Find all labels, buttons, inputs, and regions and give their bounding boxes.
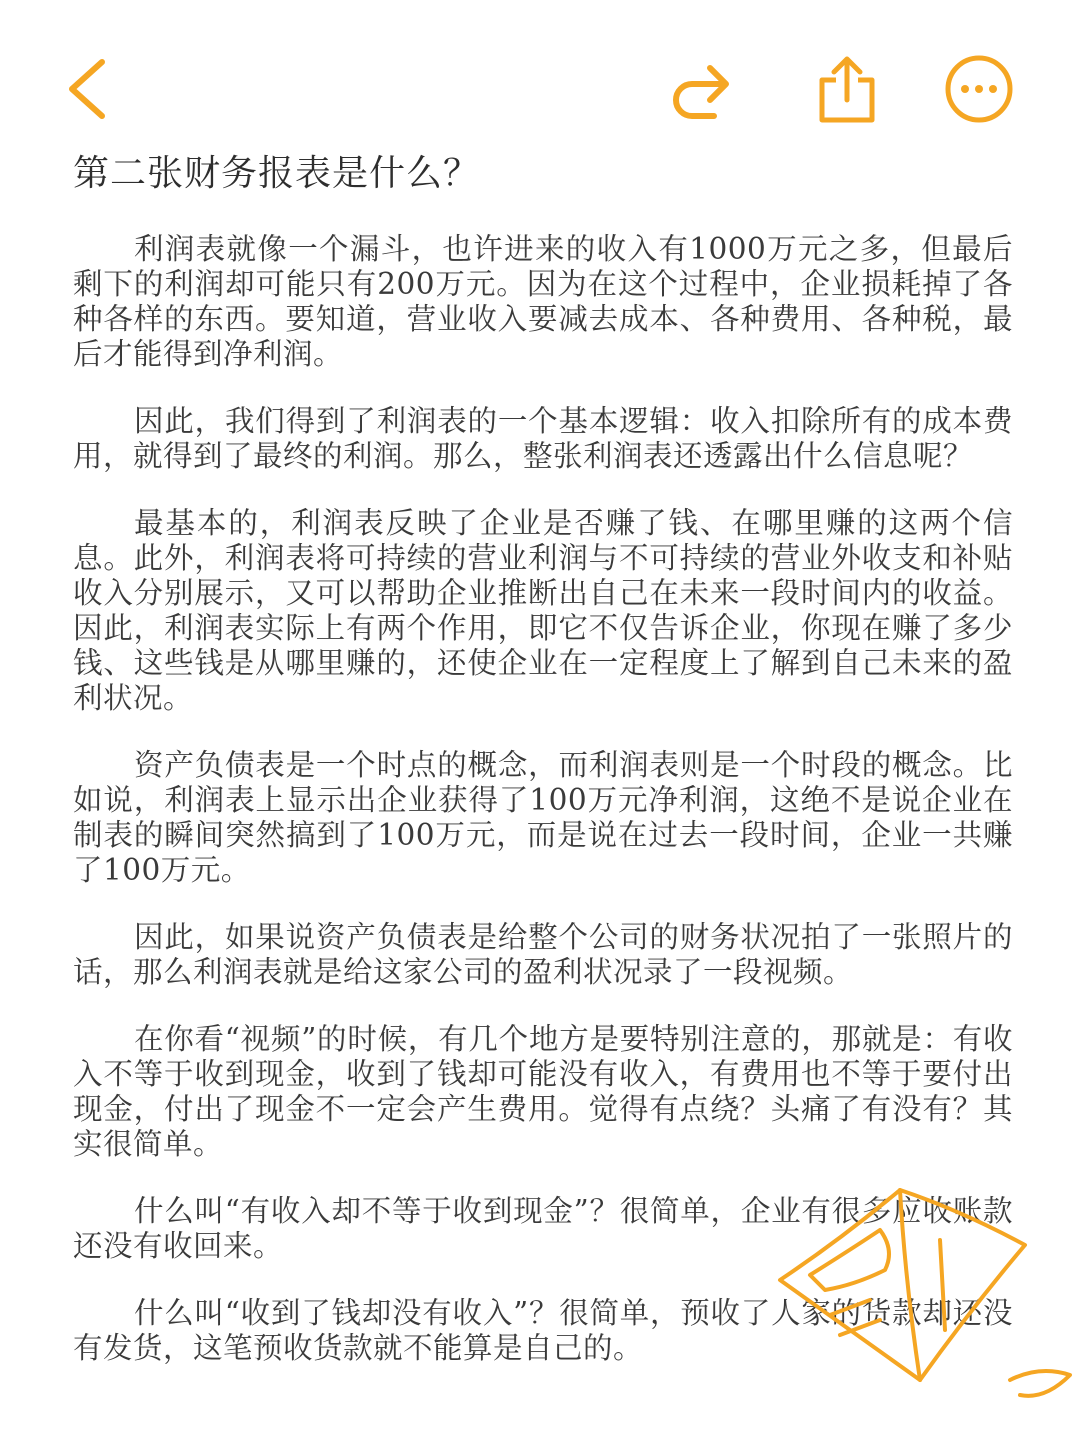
article-paragraph: 最基本的，利润表反映了企业是否赚了钱、在哪里赚的这两个信息。此外，利润表将可持续的营业利润与不可持续的营业外收支和补贴收入分别展示，又可以帮助企业推断出自己在未来一段时间内的收益。因此，利润表实际上有两个作用，即它不仅告诉企业，你现在赚了多少钱、这些钱是从哪里赚的，还使企业在一定程度上了解到自己未来的盈利状况。	[73, 506, 1013, 715]
redo-button[interactable]	[668, 58, 734, 120]
more-options-button[interactable]	[944, 54, 1014, 124]
article-paragraph: 因此，我们得到了利润表的一个基本逻辑：收入扣除所有的成本费用，就得到了最终的利润。那么，整张利润表还透露出什么信息呢？	[73, 404, 1013, 473]
share-button[interactable]	[814, 54, 880, 124]
article-paragraph: 什么叫“有收入却不等于收到现金”？很简单，企业有很多应收账款还没有收回来。	[73, 1194, 1013, 1263]
article-body	[73, 146, 1013, 1398]
top-toolbar	[0, 0, 1080, 150]
more-icon	[944, 54, 1014, 124]
share-icon	[814, 54, 880, 124]
article-paragraph: 资产负债表是一个时点的概念，而利润表则是一个时段的概念。比如说，利润表上显示出企业获得了100万元净利润，这绝不是说企业在制表的瞬间突然搞到了100万元，而是说在过去一段时间，企业一共赚了100万元。	[73, 748, 1013, 887]
article-paragraph: 在你看“视频”的时候，有几个地方是要特别注意的，那就是：有收入不等于收到现金，收到了钱却可能没有收入，有费用也不等于要付出现金，付出了现金不一定会产生费用。觉得有点绕？头痛了有没有？其实很简单。	[73, 1022, 1013, 1161]
article-paragraph: 因此，如果说资产负债表是给整个公司的财务状况拍了一张照片的话，那么利润表就是给这家公司的盈利状况录了一段视频。	[73, 920, 1013, 989]
chevron-left-icon	[62, 56, 112, 122]
back-button[interactable]	[62, 56, 112, 122]
redo-icon	[668, 58, 734, 120]
article-paragraph: 什么叫“收到了钱却没有收入”？很简单，预收了人家的货款却还没有发货，这笔预收货款就不能算是自己的。	[73, 1296, 1013, 1365]
article-paragraph: 利润表就像一个漏斗，也许进来的收入有1000万元之多，但最后剩下的利润却可能只有200万元。因为在这个过程中，企业损耗掉了各种各样的东西。要知道，营业收入要减去成本、各种费用、各种税，最后才能得到净利润。	[73, 232, 1013, 371]
article-title: 第二张财务报表是什么？	[73, 153, 481, 194]
